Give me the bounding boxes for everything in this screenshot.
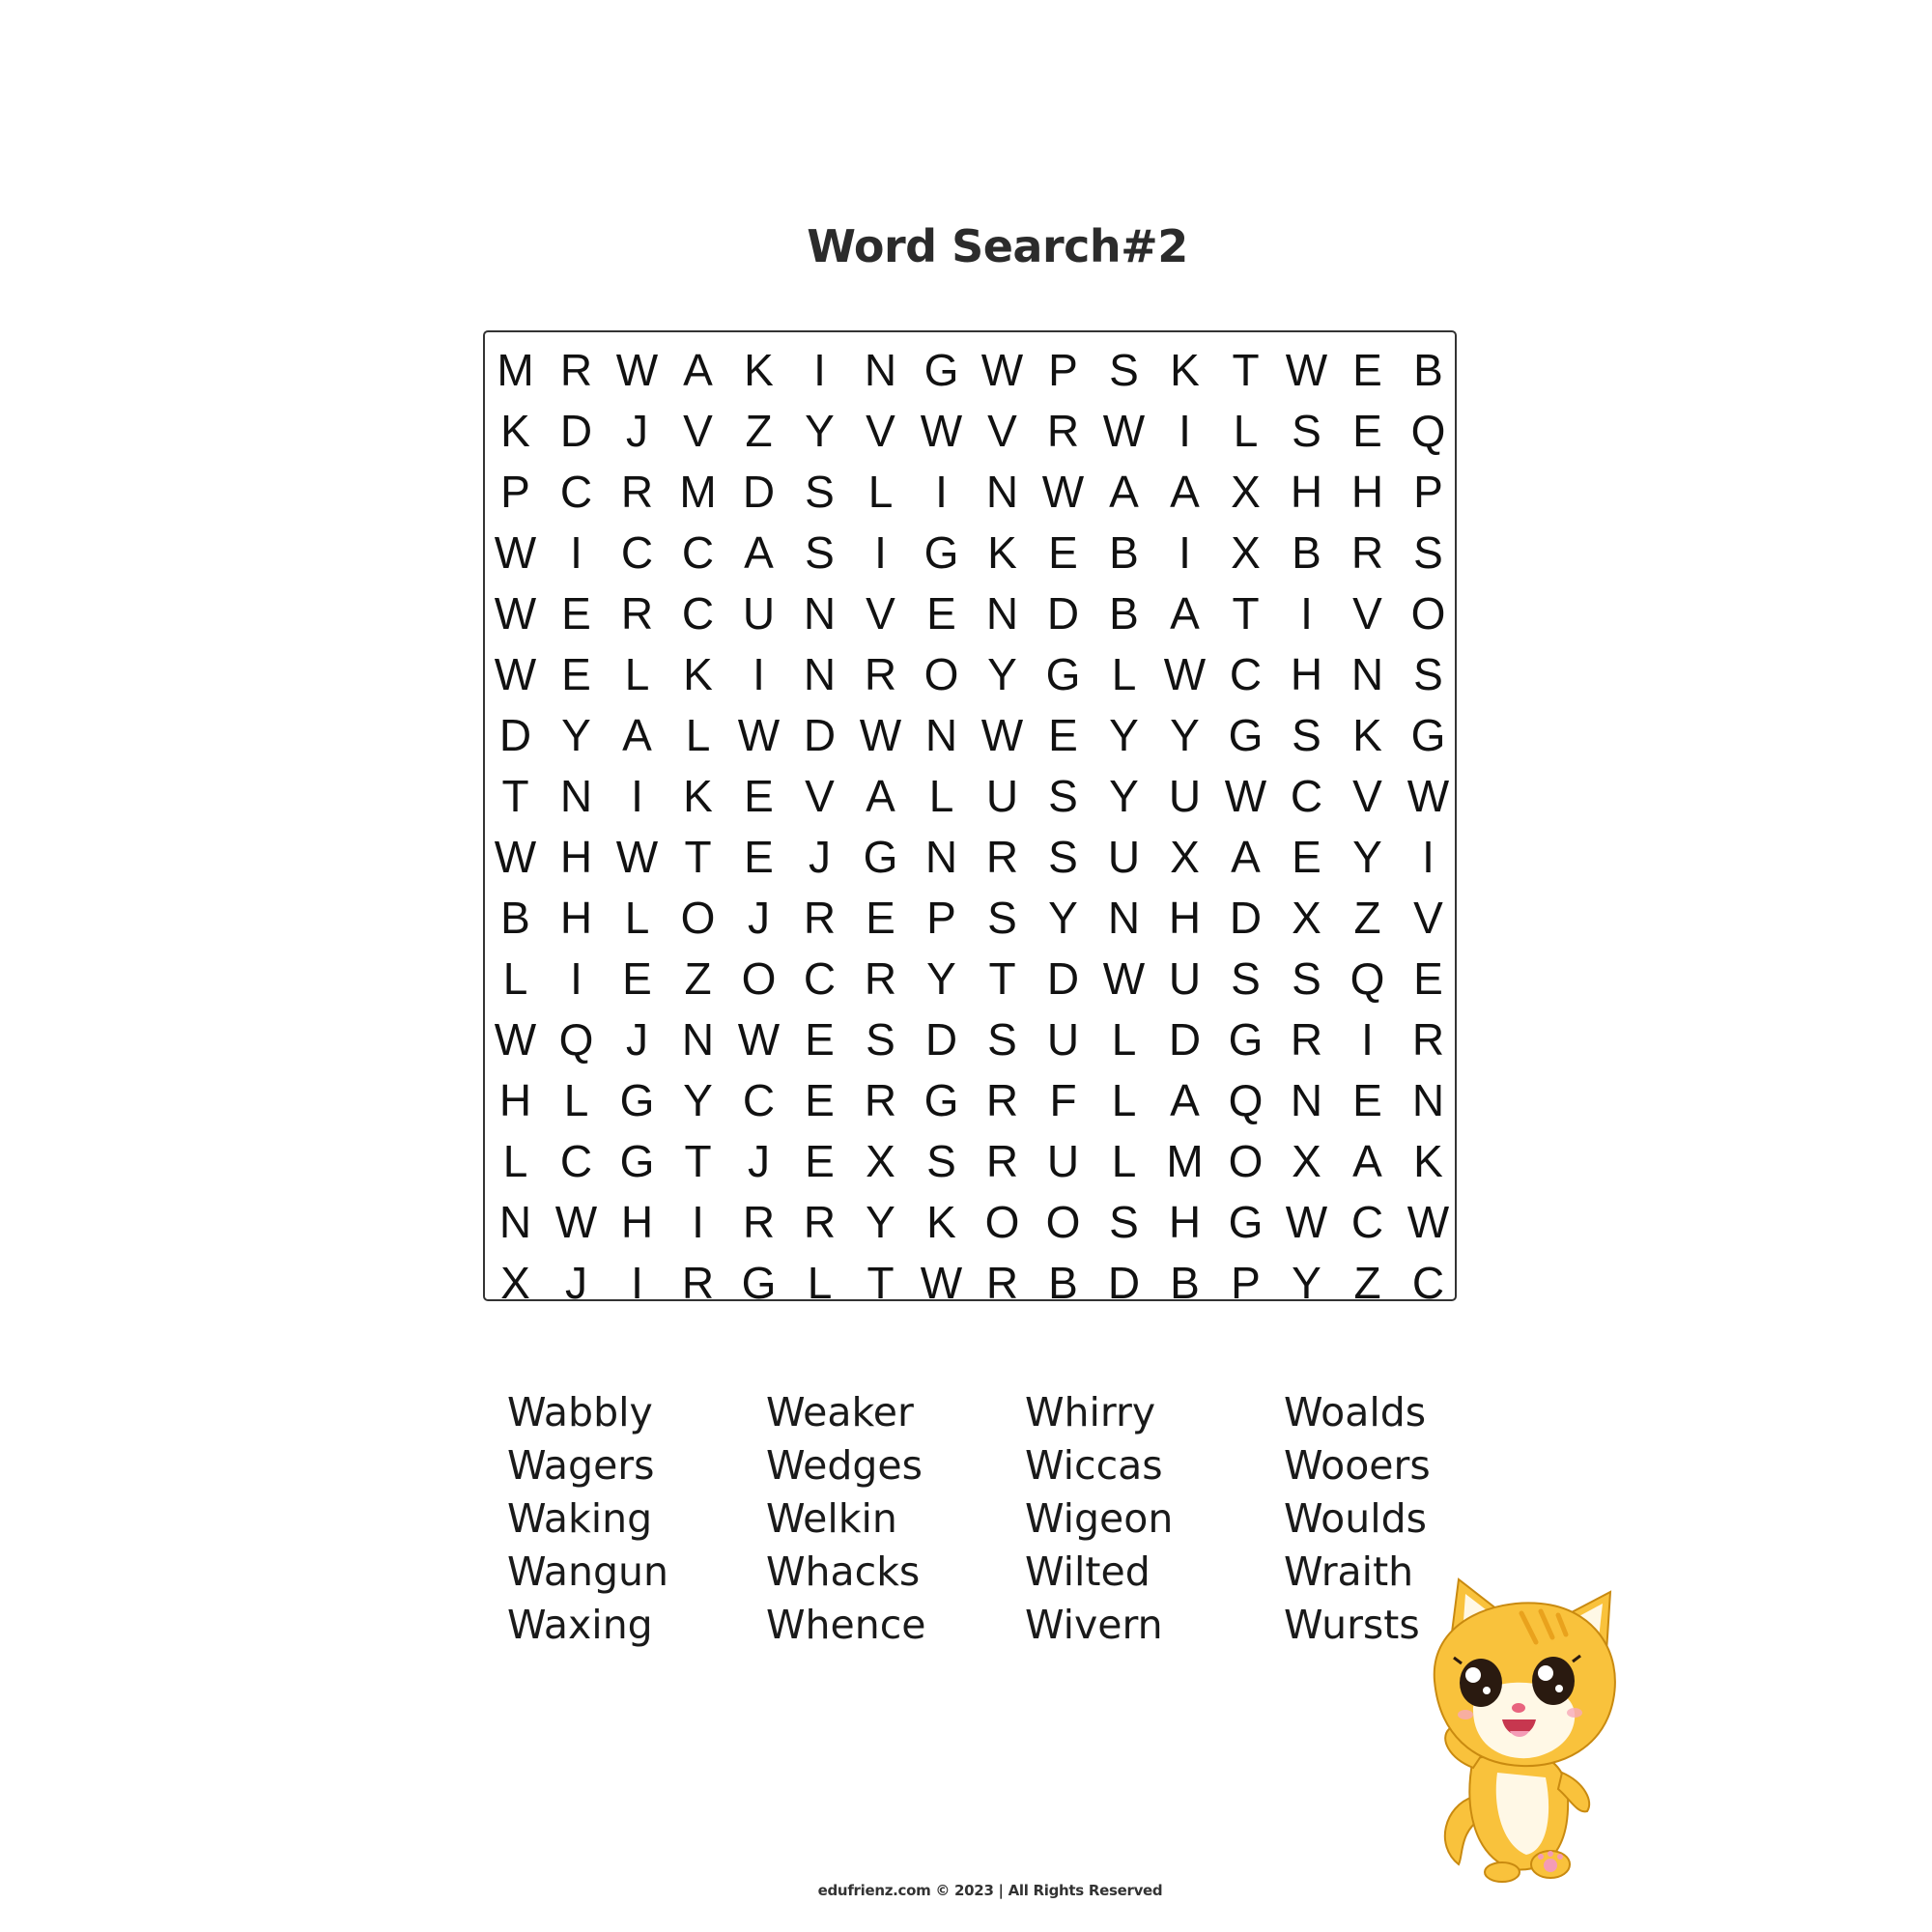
- grid-cell: P: [1413, 466, 1443, 517]
- grid-cell: G: [619, 1074, 655, 1125]
- grid-cell: N: [985, 466, 1019, 517]
- grid-cell: Y: [1352, 831, 1382, 882]
- grid-cell: B: [1413, 344, 1443, 395]
- grid-cell: P: [926, 892, 956, 943]
- word-list-item: Waxing: [507, 1602, 653, 1648]
- grid-cell: T: [501, 770, 529, 821]
- grid-cell: G: [741, 1257, 777, 1308]
- grid-cell: I: [935, 466, 948, 517]
- grid-cell: C: [1229, 648, 1263, 699]
- grid-cell: S: [1109, 1196, 1139, 1247]
- grid-cell: D: [559, 405, 593, 456]
- grid-cell: I: [692, 1196, 704, 1247]
- grid-cell: K: [1170, 344, 1200, 395]
- word-list-item: Waking: [507, 1495, 653, 1542]
- grid-cell: W: [737, 709, 781, 760]
- word-list-item: Wraith: [1284, 1548, 1414, 1595]
- grid-cell: U: [1046, 1135, 1080, 1186]
- grid-cell: N: [1411, 1074, 1445, 1125]
- word-list: [507, 1386, 1543, 1652]
- grid-cell: R: [985, 1074, 1019, 1125]
- grid-cell: W: [1406, 770, 1450, 821]
- grid-cell: V: [805, 770, 835, 821]
- grid-cell: H: [1168, 1196, 1202, 1247]
- grid-cell: Q: [1228, 1074, 1264, 1125]
- grid-cell: X: [500, 1257, 530, 1308]
- grid-cell: I: [631, 770, 643, 821]
- word-list-item: Weaker: [766, 1389, 914, 1435]
- grid-cell: D: [742, 466, 776, 517]
- grid-cell: W: [615, 831, 659, 882]
- grid-cell: W: [494, 648, 537, 699]
- grid-cell: P: [1048, 344, 1078, 395]
- grid-cell: T: [1232, 587, 1260, 639]
- grid-cell: Z: [1353, 1257, 1381, 1308]
- grid-cell: A: [1170, 1074, 1200, 1125]
- grid-cell: K: [1352, 709, 1382, 760]
- grid-cell: W: [494, 526, 537, 578]
- word-list-item: Wedges: [766, 1442, 923, 1489]
- word-list-item: Woulds: [1284, 1495, 1427, 1542]
- footer-copyright: edufrienz.com © 2023 | All Rights Reserved: [817, 1882, 1163, 1899]
- grid-cell: I: [631, 1257, 643, 1308]
- grid-cell: G: [1228, 1196, 1264, 1247]
- word-list-item: Wabbly: [507, 1389, 653, 1435]
- grid-cell: X: [1231, 526, 1261, 578]
- grid-cell: U: [1107, 831, 1141, 882]
- grid-cell: J: [626, 1013, 648, 1065]
- grid-cell: R: [559, 344, 593, 395]
- grid-cell: I: [570, 526, 582, 578]
- word-list-item: Wilted: [1025, 1548, 1151, 1595]
- grid-cell: E: [866, 892, 895, 943]
- grid-cell: L: [1111, 1013, 1137, 1065]
- grid-cell: C: [1411, 1257, 1445, 1308]
- grid-cell: J: [626, 405, 648, 456]
- grid-cell: A: [866, 770, 895, 821]
- grid-cell: O: [1228, 1135, 1264, 1186]
- grid-cell: N: [681, 1013, 715, 1065]
- grid-cell: E: [1352, 1074, 1382, 1125]
- grid-cell: U: [1046, 1013, 1080, 1065]
- grid-cell: D: [924, 1013, 958, 1065]
- grid-cell: W: [1102, 952, 1146, 1004]
- word-list-item: Welkin: [766, 1495, 897, 1542]
- grid-cell: W: [494, 587, 537, 639]
- grid-cell: O: [923, 648, 959, 699]
- grid-cell: Q: [1350, 952, 1385, 1004]
- grid-cell: U: [1168, 770, 1202, 821]
- grid-cell: S: [1048, 831, 1078, 882]
- grid-cell: L: [1233, 405, 1259, 456]
- grid-cell: W: [1224, 770, 1267, 821]
- grid-cell: S: [805, 526, 835, 578]
- grid-cell: W: [494, 1013, 537, 1065]
- grid-cell: I: [753, 648, 765, 699]
- grid-cell: X: [1170, 831, 1200, 882]
- grid-cell: G: [863, 831, 898, 882]
- grid-cell: M: [679, 466, 717, 517]
- grid-cell: E: [622, 952, 652, 1004]
- grid-cell: Q: [1410, 405, 1446, 456]
- grid-cell: V: [866, 587, 895, 639]
- grid-cell: L: [685, 709, 711, 760]
- grid-cell: F: [1049, 1074, 1077, 1125]
- grid-cell: Z: [1353, 892, 1381, 943]
- grid-cell: R: [620, 587, 654, 639]
- grid-cell: S: [1292, 952, 1321, 1004]
- grid-cell: T: [684, 1135, 712, 1186]
- grid-cell: V: [1352, 587, 1382, 639]
- grid-cell: E: [1048, 526, 1078, 578]
- grid-cell: P: [500, 466, 530, 517]
- grid-cell: Z: [745, 405, 773, 456]
- grid-cell: E: [1413, 952, 1443, 1004]
- word-search-grid: [485, 339, 1459, 1313]
- grid-cell: O: [1045, 1196, 1081, 1247]
- grid-cell: K: [683, 770, 713, 821]
- grid-cell: N: [924, 709, 958, 760]
- grid-cell: R: [742, 1196, 776, 1247]
- grid-cell: C: [1290, 770, 1323, 821]
- grid-cell: T: [867, 1257, 895, 1308]
- grid-cell: C: [681, 526, 715, 578]
- grid-cell: S: [866, 1013, 895, 1065]
- grid-cell: W: [1285, 1196, 1328, 1247]
- grid-cell: Y: [1109, 770, 1139, 821]
- grid-cell: B: [1170, 1257, 1200, 1308]
- grid-cell: U: [1168, 952, 1202, 1004]
- grid-cell: W: [1041, 466, 1085, 517]
- grid-cell: I: [1179, 405, 1191, 456]
- grid-cell: E: [926, 587, 956, 639]
- grid-cell: H: [559, 831, 593, 882]
- grid-cell: Q: [558, 1013, 594, 1065]
- grid-cell: R: [803, 892, 837, 943]
- grid-cell: H: [1350, 466, 1384, 517]
- grid-cell: R: [1290, 1013, 1323, 1065]
- grid-cell: R: [985, 831, 1019, 882]
- grid-cell: L: [624, 648, 650, 699]
- grid-cell: G: [1045, 648, 1081, 699]
- grid-cell: N: [1350, 648, 1384, 699]
- grid-cell: O: [1410, 587, 1446, 639]
- grid-cell: W: [920, 1257, 963, 1308]
- grid-cell: M: [497, 344, 534, 395]
- grid-cell: I: [1300, 587, 1313, 639]
- grid-cell: H: [1168, 892, 1202, 943]
- grid-cell: L: [563, 1074, 589, 1125]
- grid-cell: O: [680, 892, 716, 943]
- grid-cell: G: [923, 344, 959, 395]
- grid-cell: N: [559, 770, 593, 821]
- grid-cell: E: [561, 587, 591, 639]
- grid-cell: V: [683, 405, 713, 456]
- word-list-item: Whirry: [1025, 1389, 1156, 1435]
- grid-cell: S: [1231, 952, 1261, 1004]
- grid-cell: D: [1168, 1013, 1202, 1065]
- grid-cell: I: [1361, 1013, 1374, 1065]
- grid-cell: H: [1290, 466, 1323, 517]
- grid-cell: W: [920, 405, 963, 456]
- grid-cell: I: [813, 344, 826, 395]
- grid-cell: N: [1290, 1074, 1323, 1125]
- grid-cell: S: [1292, 405, 1321, 456]
- grid-cell: N: [985, 587, 1019, 639]
- grid-cell: A: [744, 526, 774, 578]
- grid-cell: Z: [684, 952, 712, 1004]
- grid-cell: K: [1413, 1135, 1443, 1186]
- grid-cell: G: [1228, 709, 1264, 760]
- grid-cell: W: [980, 709, 1024, 760]
- grid-cell: A: [1109, 466, 1139, 517]
- grid-cell: A: [683, 344, 713, 395]
- grid-cell: V: [987, 405, 1017, 456]
- grid-cell: X: [1292, 1135, 1321, 1186]
- grid-cell: A: [622, 709, 652, 760]
- grid-cell: R: [1411, 1013, 1445, 1065]
- grid-cell: S: [987, 1013, 1017, 1065]
- grid-cell: W: [1285, 344, 1328, 395]
- grid-cell: W: [980, 344, 1024, 395]
- grid-cell: D: [1229, 892, 1263, 943]
- grid-cell: C: [1350, 1196, 1384, 1247]
- grid-cell: K: [987, 526, 1017, 578]
- word-list-item: Wursts: [1284, 1602, 1420, 1648]
- grid-cell: T: [988, 952, 1016, 1004]
- grid-cell: E: [1292, 831, 1321, 882]
- grid-cell: E: [744, 831, 774, 882]
- grid-cell: S: [1292, 709, 1321, 760]
- grid-cell: L: [502, 952, 528, 1004]
- grid-cell: C: [742, 1074, 776, 1125]
- grid-cell: G: [1228, 1013, 1264, 1065]
- grid-cell: E: [1352, 344, 1382, 395]
- word-search-grid-box: [483, 330, 1457, 1308]
- grid-cell: Y: [866, 1196, 895, 1247]
- word-list-item: Wooers: [1284, 1442, 1431, 1489]
- grid-cell: W: [554, 1196, 598, 1247]
- grid-cell: V: [1413, 892, 1443, 943]
- grid-cell: L: [502, 1135, 528, 1186]
- grid-cell: N: [1107, 892, 1141, 943]
- grid-cell: I: [1422, 831, 1435, 882]
- grid-cell: E: [1048, 709, 1078, 760]
- grid-cell: L: [624, 892, 650, 943]
- grid-cell: E: [805, 1013, 835, 1065]
- grid-cell: W: [494, 831, 537, 882]
- grid-cell: Y: [926, 952, 956, 1004]
- grid-cell: H: [498, 1074, 532, 1125]
- grid-cell: X: [866, 1135, 895, 1186]
- grid-cell: C: [620, 526, 654, 578]
- grid-cell: R: [803, 1196, 837, 1247]
- grid-cell: A: [1352, 1135, 1382, 1186]
- word-list-item: Wangun: [507, 1548, 669, 1595]
- grid-cell: J: [809, 831, 831, 882]
- grid-cell: R: [864, 648, 897, 699]
- grid-cell: V: [1352, 770, 1382, 821]
- grid-cell: B: [500, 892, 530, 943]
- grid-cell: K: [926, 1196, 956, 1247]
- word-list-item: Whence: [766, 1602, 926, 1648]
- grid-cell: Y: [1170, 709, 1200, 760]
- grid-cell: W: [1163, 648, 1207, 699]
- grid-cell: U: [742, 587, 776, 639]
- grid-cell: E: [744, 770, 774, 821]
- grid-cell: E: [1352, 405, 1382, 456]
- grid-cell: R: [864, 952, 897, 1004]
- grid-cell: G: [1410, 709, 1446, 760]
- grid-cell: S: [926, 1135, 956, 1186]
- grid-cell: B: [1048, 1257, 1078, 1308]
- grid-cell: R: [864, 1074, 897, 1125]
- grid-cell: H: [620, 1196, 654, 1247]
- grid-cell: C: [559, 1135, 593, 1186]
- grid-cell: O: [741, 952, 777, 1004]
- grid-cell: A: [1231, 831, 1261, 882]
- grid-cell: J: [565, 1257, 587, 1308]
- grid-cell: H: [559, 892, 593, 943]
- grid-cell: L: [807, 1257, 833, 1308]
- grid-cell: I: [570, 952, 582, 1004]
- grid-cell: W: [1406, 1196, 1450, 1247]
- grid-cell: S: [987, 892, 1017, 943]
- grid-cell: Y: [683, 1074, 713, 1125]
- grid-cell: E: [805, 1135, 835, 1186]
- grid-cell: C: [559, 466, 593, 517]
- grid-cell: X: [1292, 892, 1321, 943]
- grid-cell: Y: [1048, 892, 1078, 943]
- grid-cell: M: [1166, 1135, 1204, 1186]
- grid-cell: E: [561, 648, 591, 699]
- grid-cell: D: [1046, 952, 1080, 1004]
- grid-cell: N: [864, 344, 897, 395]
- grid-cell: N: [924, 831, 958, 882]
- grid-cell: K: [683, 648, 713, 699]
- grid-cell: G: [923, 1074, 959, 1125]
- grid-cell: U: [985, 770, 1019, 821]
- grid-cell: Y: [1292, 1257, 1321, 1308]
- grid-cell: B: [1109, 587, 1139, 639]
- grid-cell: R: [985, 1135, 1019, 1186]
- grid-cell: R: [681, 1257, 715, 1308]
- grid-cell: T: [1232, 344, 1260, 395]
- grid-cell: S: [1413, 526, 1443, 578]
- grid-cell: Y: [805, 405, 835, 456]
- grid-cell: T: [684, 831, 712, 882]
- grid-cell: D: [1046, 587, 1080, 639]
- grid-cell: L: [928, 770, 954, 821]
- grid-cell: P: [1231, 1257, 1261, 1308]
- grid-cell: I: [874, 526, 887, 578]
- grid-cell: H: [1290, 648, 1323, 699]
- grid-cell: S: [1048, 770, 1078, 821]
- grid-cell: Y: [561, 709, 591, 760]
- grid-cell: Y: [987, 648, 1017, 699]
- grid-cell: G: [923, 526, 959, 578]
- grid-cell: N: [803, 587, 837, 639]
- grid-cell: K: [500, 405, 530, 456]
- word-list-item: Wivern: [1025, 1602, 1163, 1648]
- grid-cell: L: [867, 466, 894, 517]
- word-list-item: Wagers: [507, 1442, 655, 1489]
- grid-cell: S: [1109, 344, 1139, 395]
- word-list-item: Wiccas: [1025, 1442, 1163, 1489]
- grid-cell: B: [1292, 526, 1321, 578]
- page-title: Word Search#2: [807, 220, 1188, 272]
- grid-cell: I: [1179, 526, 1191, 578]
- grid-cell: D: [803, 709, 837, 760]
- word-list-item: Wigeon: [1025, 1495, 1174, 1542]
- grid-cell: V: [866, 405, 895, 456]
- grid-cell: D: [498, 709, 532, 760]
- grid-cell: R: [1350, 526, 1384, 578]
- grid-cell: C: [803, 952, 837, 1004]
- grid-cell: N: [803, 648, 837, 699]
- grid-cell: A: [1170, 587, 1200, 639]
- grid-cell: J: [748, 892, 770, 943]
- grid-cell: E: [805, 1074, 835, 1125]
- grid-cell: C: [681, 587, 715, 639]
- grid-cell: R: [985, 1257, 1019, 1308]
- grid-cell: L: [1111, 1074, 1137, 1125]
- grid-cell: W: [859, 709, 902, 760]
- grid-cell: S: [1413, 648, 1443, 699]
- grid-cell: W: [1102, 405, 1146, 456]
- grid-cell: L: [1111, 1135, 1137, 1186]
- grid-cell: R: [1046, 405, 1080, 456]
- grid-cell: S: [805, 466, 835, 517]
- grid-cell: Y: [1109, 709, 1139, 760]
- grid-cell: X: [1231, 466, 1261, 517]
- word-list-item: Whacks: [766, 1548, 921, 1595]
- cat-mascot-icon: [1406, 1575, 1637, 1884]
- grid-cell: G: [619, 1135, 655, 1186]
- grid-cell: O: [984, 1196, 1020, 1247]
- grid-cell: N: [498, 1196, 532, 1247]
- word-list-item: Woalds: [1284, 1389, 1427, 1435]
- grid-cell: J: [748, 1135, 770, 1186]
- grid-cell: K: [744, 344, 774, 395]
- grid-cell: B: [1109, 526, 1139, 578]
- grid-cell: W: [737, 1013, 781, 1065]
- grid-cell: W: [615, 344, 659, 395]
- grid-cell: A: [1170, 466, 1200, 517]
- grid-cell: D: [1107, 1257, 1141, 1308]
- grid-cell: R: [620, 466, 654, 517]
- grid-cell: L: [1111, 648, 1137, 699]
